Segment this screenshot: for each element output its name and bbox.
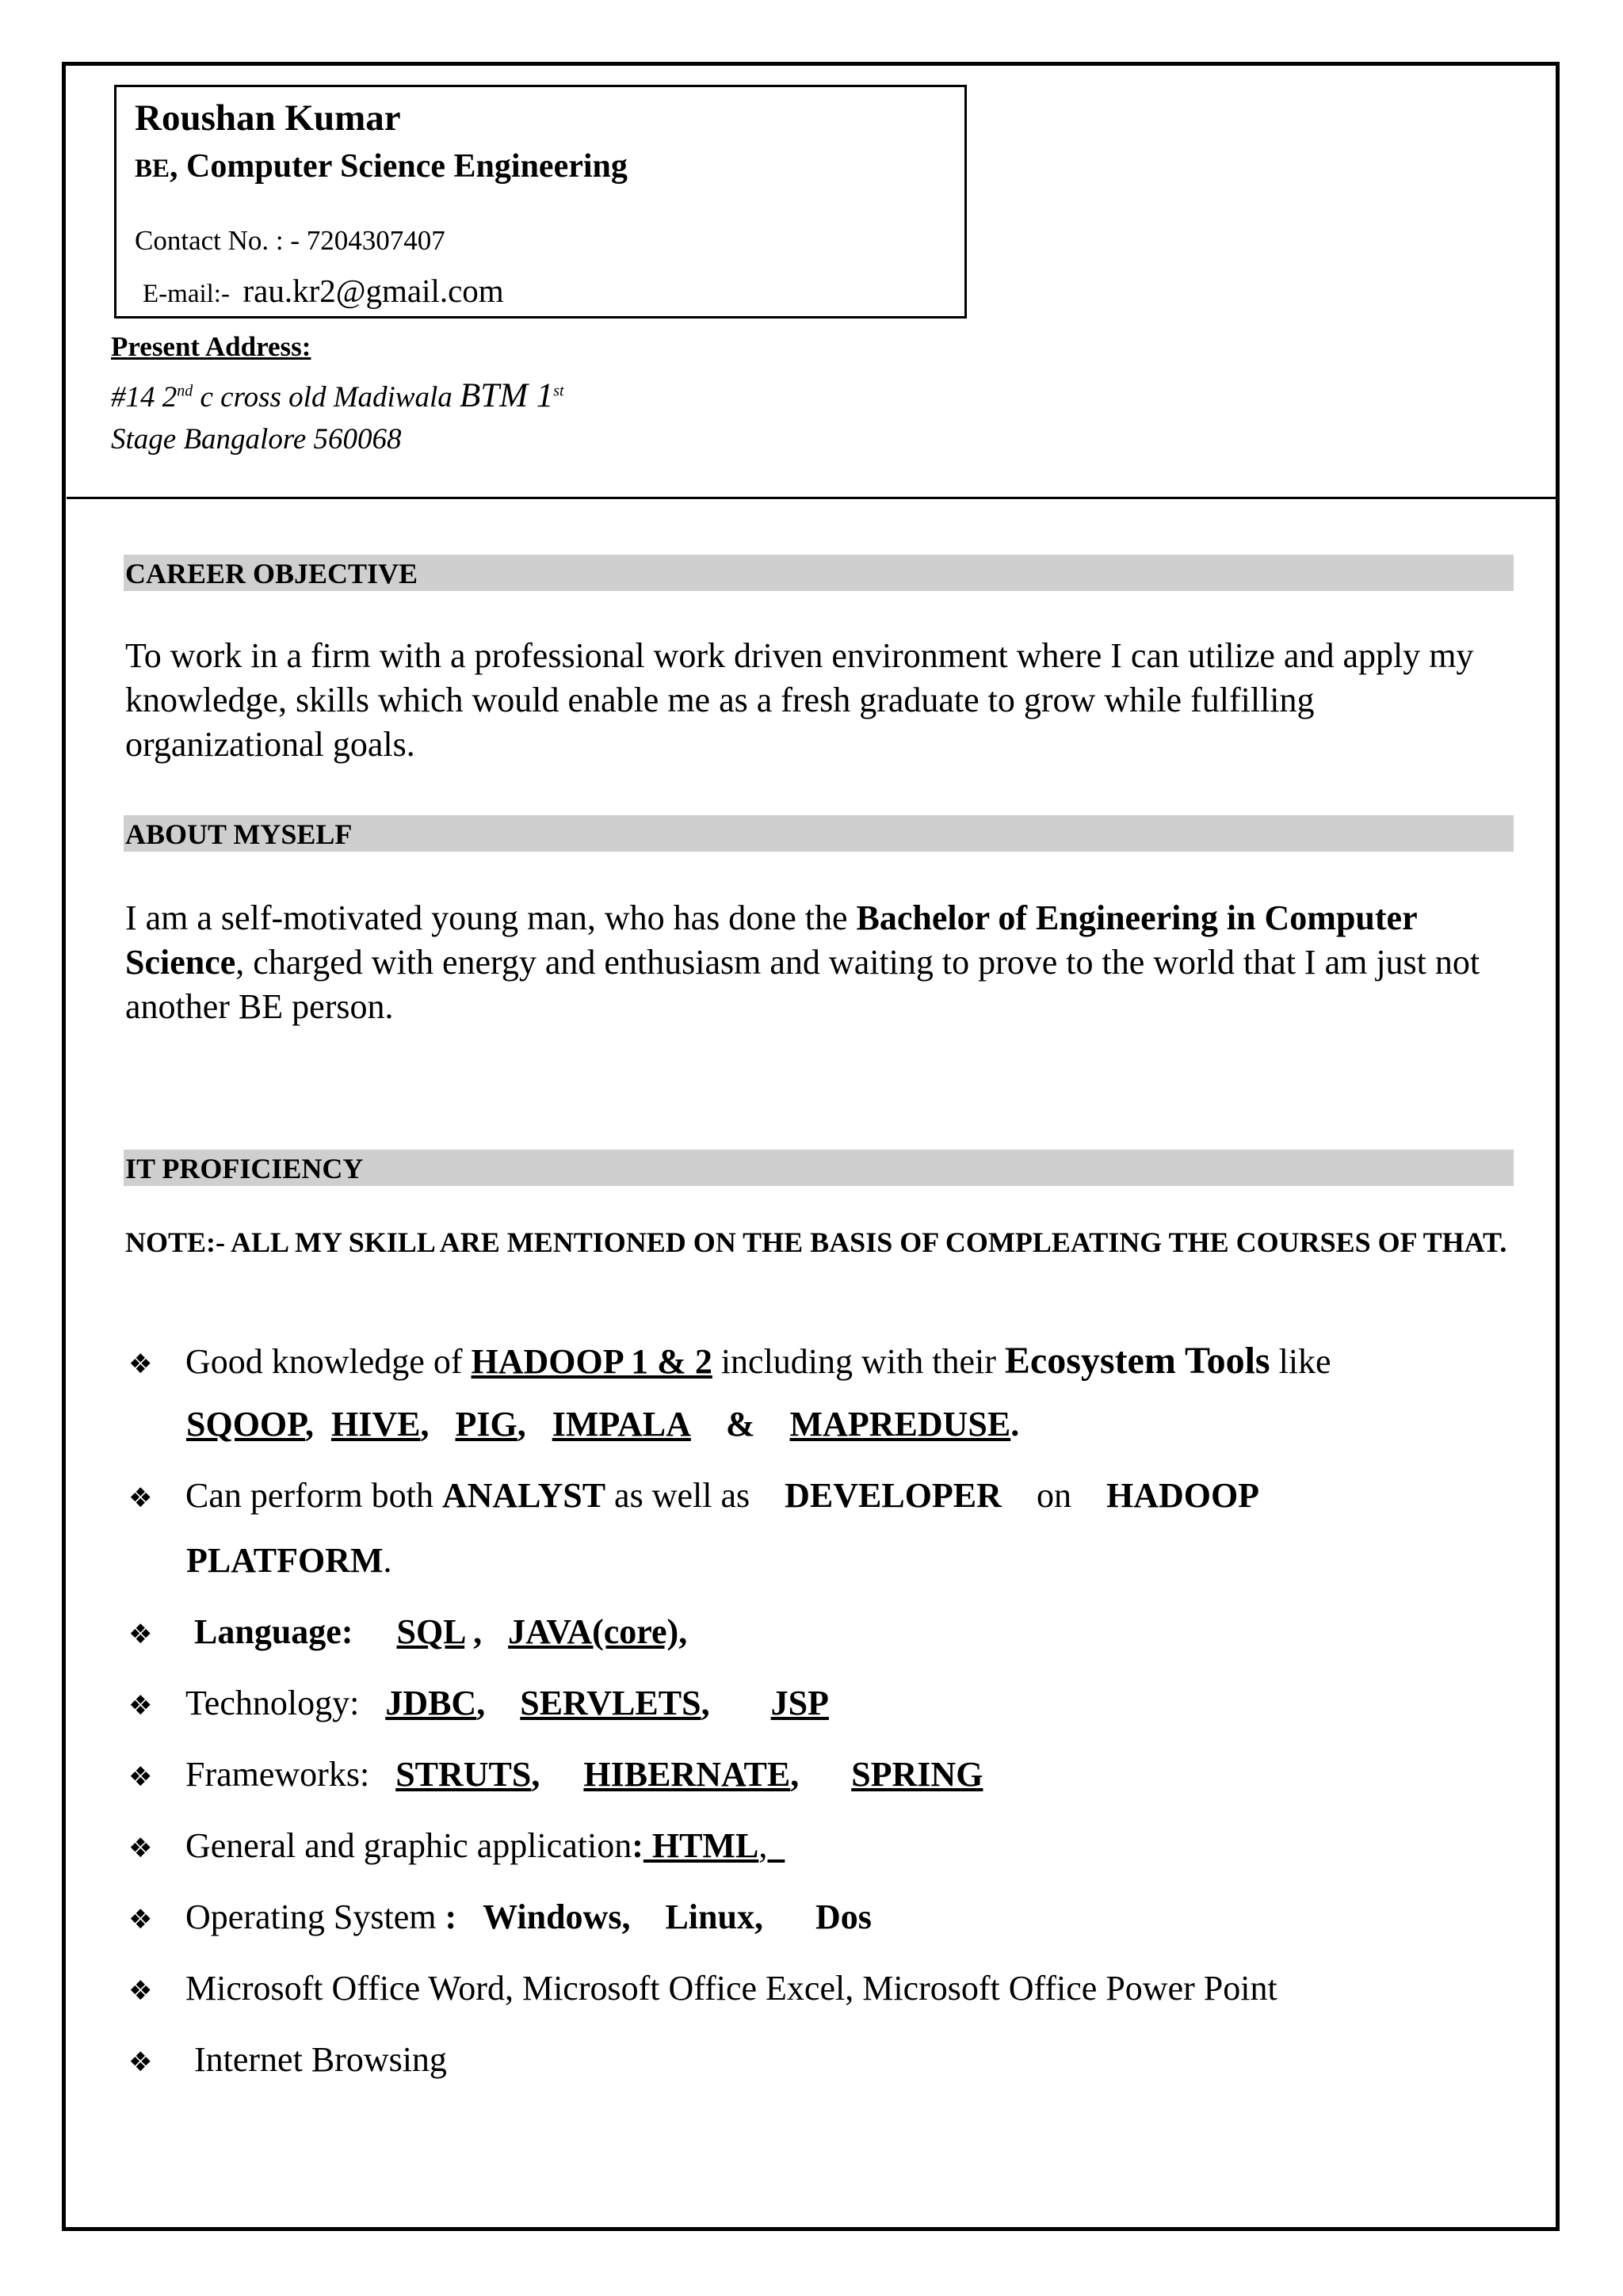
list-item: [128, 1475, 1259, 1516]
address-part: BTM 1: [460, 377, 554, 414]
degree: [135, 147, 628, 185]
list-item: [128, 1339, 1331, 1383]
about-degree: Bachelor of Engineering in Computer Science: [125, 898, 1417, 982]
office-skills: Microsoft Office Word, Microsoft Office Excel, Microsoft Office Power Point: [185, 1969, 1277, 2008]
address-heading: Present Address:: [111, 331, 311, 362]
ecosystem-tools: Ecosystem Tools: [1004, 1340, 1270, 1382]
divider: [67, 497, 1556, 499]
os-windows: Windows,: [483, 1897, 631, 1936]
item-text: Good knowledge of: [185, 1342, 472, 1381]
tech-jsp: JSP: [770, 1684, 829, 1722]
hadoop-version: HADOOP 1 & 2: [471, 1342, 712, 1381]
degree-rest: , Computer Science Engineering: [170, 148, 628, 185]
diamond-bullet-icon: ❖: [128, 1348, 153, 1380]
diamond-bullet-icon: ❖: [128, 1975, 153, 2007]
list-item: ❖ Frameworks: STRUTS, HIBERNATE, SPRING: [128, 1755, 983, 1794]
diamond-bullet-icon: ❖: [128, 1761, 153, 1793]
frameworks-label: Frameworks:: [185, 1755, 370, 1794]
diamond-bullet-icon: ❖: [128, 1690, 153, 1722]
diamond-bullet-icon: ❖: [128, 1482, 153, 1514]
address-sup: nd: [177, 382, 193, 400]
about-text-part: , charged with energy and enthusiasm and waiting to prove to the world that I am just not another BE person.: [125, 943, 1480, 1026]
diamond-bullet-icon: ❖: [128, 1619, 153, 1650]
analyst: ANALYST: [441, 1476, 606, 1515]
platform-line: PLATFORM.: [186, 1541, 392, 1580]
diamond-bullet-icon: ❖: [128, 2046, 153, 2078]
list-item: ❖ Technology: JDBC, SERVLETS, JSP: [128, 1684, 829, 1722]
list-item: [128, 1968, 1277, 2008]
tools-line: SQOOP, HIVE, PIG, IMPALA & MAPREDUSE.: [186, 1405, 1020, 1444]
list-item: ❖ General and graphic application: HTML,: [128, 1826, 785, 1865]
address-part: c cross old Madiwala: [193, 381, 460, 414]
language-label: Language:: [194, 1612, 353, 1651]
language-java: JAVA(core),: [508, 1612, 688, 1651]
address-line-1: [111, 376, 564, 415]
tool-pig: PIG: [455, 1405, 517, 1444]
ampersand: &: [725, 1405, 755, 1444]
os-linux: Linux,: [665, 1897, 763, 1936]
contact-number: [135, 225, 445, 257]
email-label: E-mail:-: [143, 280, 230, 308]
list-item: ❖ Operating System : Windows, Linux, Dos: [128, 1897, 872, 1936]
diamond-bullet-icon: ❖: [128, 1833, 153, 1864]
technology-label: Technology:: [185, 1684, 360, 1722]
item-text: on: [1036, 1476, 1071, 1515]
about-myself-heading: ABOUT MYSELF: [124, 815, 1514, 852]
list-item: ❖ Language: SQL , JAVA(core),: [128, 1612, 688, 1651]
tool-impala: IMPALA: [552, 1405, 691, 1444]
framework-hibernate: HIBERNATE: [583, 1755, 791, 1794]
graphic-label: General and graphic application: [185, 1826, 632, 1865]
contact-value: 7204307407: [306, 225, 445, 256]
os-dos: Dos: [815, 1897, 872, 1936]
contact-label: Contact No. : -: [135, 225, 307, 256]
item-text: as well as: [605, 1476, 759, 1515]
internet-browsing: Internet Browsing: [194, 2040, 447, 2079]
item-text: including with their: [720, 1342, 1005, 1381]
platform: PLATFORM: [186, 1541, 384, 1580]
address-sup: st: [553, 382, 564, 400]
note-text: NOTE:- ALL MY SKILL ARE MENTIONED ON THE BASIS OF COMPLEATING THE COURSES OF THAT.: [125, 1226, 1507, 1258]
email: [143, 272, 504, 310]
os-label: Operating System: [185, 1897, 445, 1936]
degree-abbr: BE: [135, 154, 170, 183]
diamond-bullet-icon: ❖: [128, 1904, 153, 1936]
tech-servlets: SERVLETS: [520, 1684, 701, 1722]
tool-hive: HIVE: [330, 1405, 421, 1444]
framework-struts: STRUTS: [395, 1755, 532, 1794]
graphic-html: HTML: [643, 1826, 759, 1865]
it-proficiency-heading: IT PROFICIENCY: [124, 1150, 1514, 1186]
hadoop: HADOOP: [1106, 1476, 1260, 1515]
tech-jdbc: JDBC: [385, 1684, 477, 1722]
about-text-part: I am a self-motivated young man, who has done the: [125, 898, 857, 937]
tool-mapreduse: MAPREDUSE: [789, 1405, 1011, 1444]
email-value: rau.kr2@gmail.com: [242, 273, 504, 309]
framework-spring: SPRING: [851, 1755, 983, 1794]
tool-sqoop: SQOOP: [186, 1405, 305, 1444]
address-line-2: Stage Bangalore 560068: [111, 423, 402, 456]
developer: DEVELOPER: [785, 1476, 1002, 1515]
language-sql: SQL: [396, 1612, 465, 1651]
career-objective-heading: CAREER OBJECTIVE: [124, 555, 1514, 591]
about-myself-text: [125, 896, 1520, 1029]
address-part: #14 2: [111, 381, 178, 414]
candidate-name: Roushan Kumar: [135, 97, 401, 139]
item-text: Can perform both: [185, 1476, 442, 1515]
item-text: like: [1270, 1342, 1331, 1381]
career-objective-text: To work in a firm with a professional work driven environment where I can utilize and apply my knowledge, skills which would enable me as a fresh graduate to grow while fulfilling organizational goals.: [125, 636, 1474, 764]
list-item: [128, 2039, 447, 2080]
